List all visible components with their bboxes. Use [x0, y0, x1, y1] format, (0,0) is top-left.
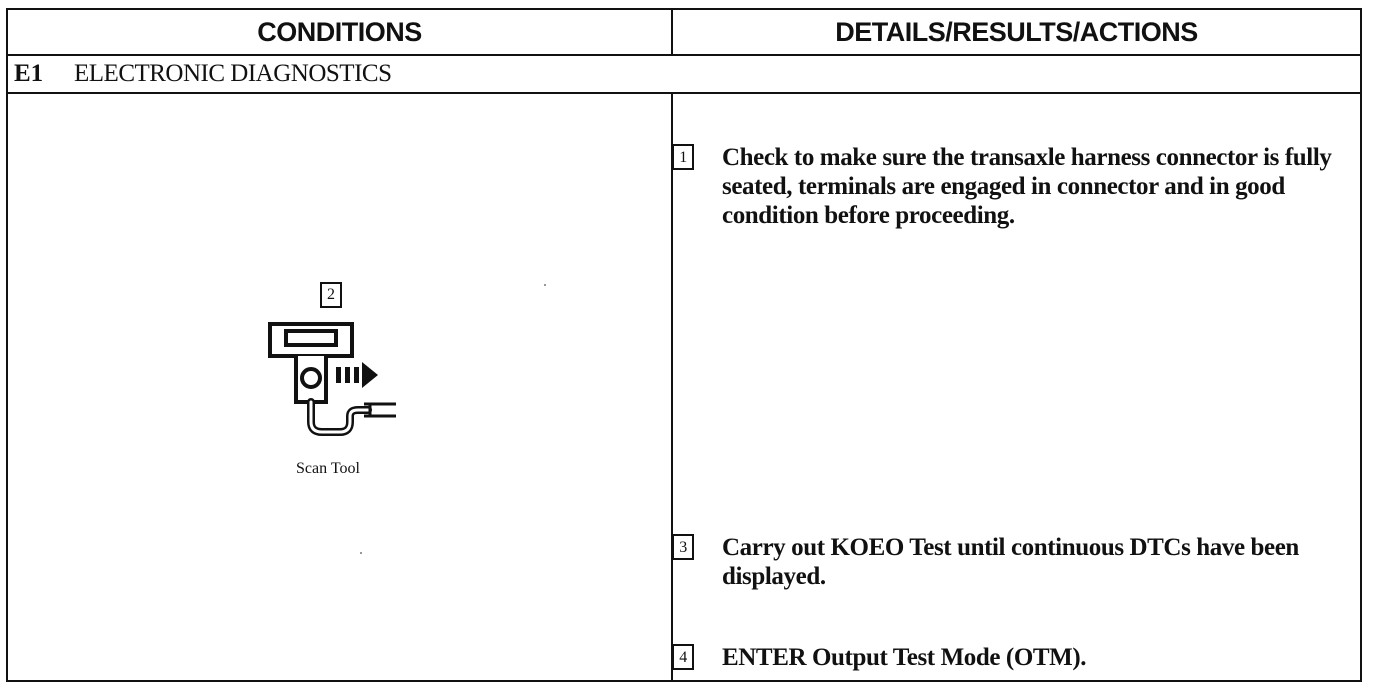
scan-tool-icon [258, 282, 398, 442]
step-item [672, 643, 1352, 672]
step-number-box: 4 [672, 644, 694, 670]
scan-speck [544, 284, 546, 286]
details-header: DETAILS/RESULTS/ACTIONS [835, 16, 1198, 47]
step-text: ENTER Output Test Mode (OTM). [722, 644, 1087, 671]
step-text: Check to make sure the transaxle harness connector is fully seated, terminals are engaged in connector and in good condition before proceeding. [722, 144, 1332, 229]
section-row [8, 56, 1360, 94]
step-item [672, 143, 1352, 230]
step-item [672, 533, 1352, 591]
figure-caption: Scan Tool [296, 460, 360, 477]
table-header-row [8, 10, 1360, 56]
step-text: Carry out KOEO Test until continuous DTCs have been displayed. [722, 534, 1299, 590]
scan-speck [360, 552, 362, 554]
section-title: ELECTRONIC DIAGNOSTICS [74, 60, 392, 87]
figure-number-box: 2 [320, 282, 342, 308]
section-code: E1 [14, 60, 44, 87]
step-number-box: 3 [672, 534, 694, 560]
conditions-header: CONDITIONS [257, 16, 422, 47]
step-number-box: 1 [672, 144, 694, 170]
conditions-cell [8, 94, 671, 680]
